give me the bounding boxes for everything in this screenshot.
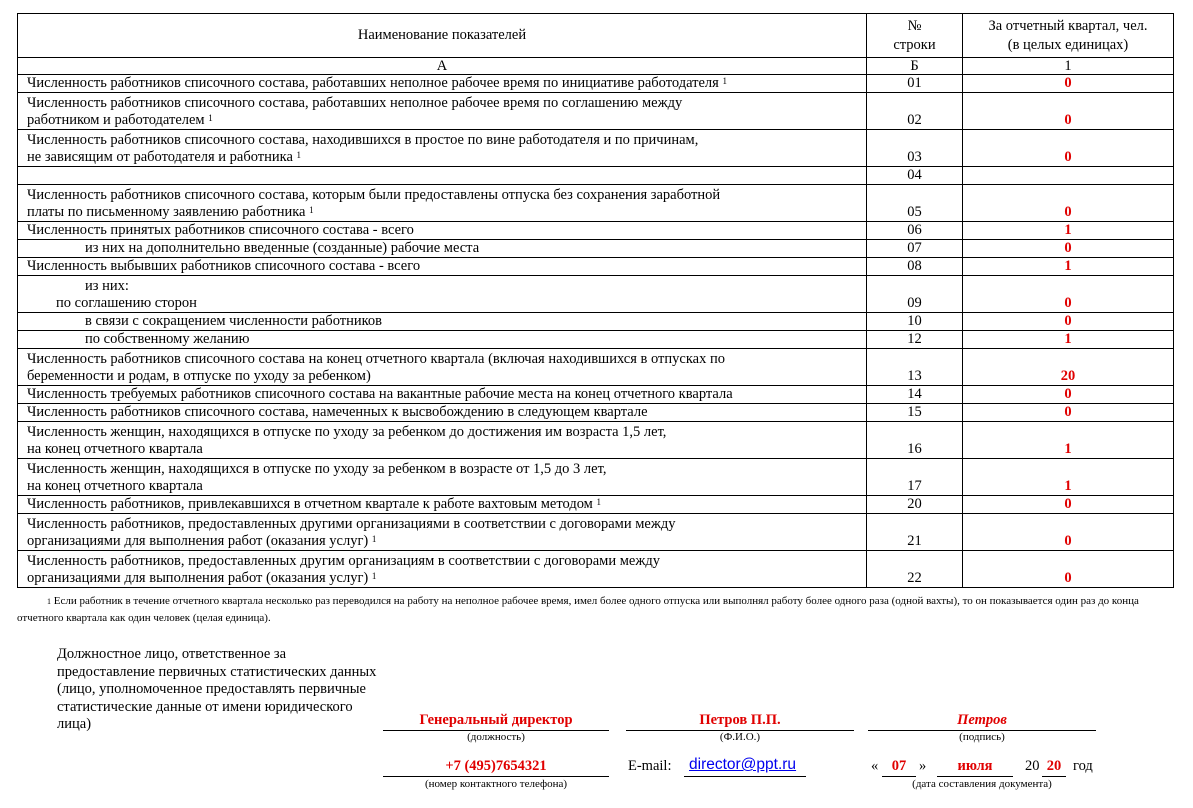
header-indicator-name: Наименование показателей [18, 14, 867, 58]
quarter-value: 0 [963, 551, 1174, 588]
header-sub-b: Б [867, 58, 963, 75]
row-number: 03 [867, 130, 963, 167]
date-year: 20 [1046, 758, 1062, 774]
row-number: 02 [867, 93, 963, 130]
footnote-ref: 1 [371, 534, 377, 544]
email-link[interactable]: director@ppt.ru [689, 756, 797, 773]
quarter-value: 1 [963, 258, 1174, 276]
date-day: 07 [891, 758, 907, 774]
quarter-value: 1 [963, 331, 1174, 349]
row-number: 17 [867, 459, 963, 496]
indicator-name: Численность работников списочного состава, работавших неполное рабочее время по инициативе работодателя $^1$ [18, 75, 867, 93]
indicator-name: в связи с сокращением численности работников [18, 313, 867, 331]
footnote-ref: 1 [296, 150, 302, 160]
row-number: 10 [867, 313, 963, 331]
phone-caption: (номер контактного телефона) [424, 778, 568, 790]
table-row [18, 276, 1174, 313]
footnote-text: Если работник в течение отчетного квартала несколько раз переводился на работу на неполное рабочее время, имел более одного отпуска или выполнял работу более одного раза (одной вахты), то он показывается один раз до конца отчетного квартала как один человек (целая единица). [17, 595, 1139, 624]
quarter-value: 1 [963, 422, 1174, 459]
row-number: 12 [867, 331, 963, 349]
table-row [18, 459, 1174, 496]
row-number: 15 [867, 404, 963, 422]
footnote-ref: 1 [309, 205, 314, 215]
row-number: 06 [867, 222, 963, 240]
quarter-value: 0 [963, 75, 1174, 93]
phone-value: +7 (495)7654321 [445, 758, 547, 774]
indicator-name: Численность работников списочного состава, намеченных к высвобождению в следующем квартале [18, 404, 867, 422]
table-row [18, 75, 1174, 93]
signature-caption: (подпись) [959, 731, 1005, 743]
quarter-value: 20 [963, 349, 1174, 386]
quarter-value: 0 [963, 496, 1174, 514]
indicator-name [18, 167, 867, 185]
date-caption: (дата составления документа) [912, 778, 1052, 790]
row-number: 13 [867, 349, 963, 386]
row-number: 08 [867, 258, 963, 276]
indicator-name: Численность работников списочного состава, находившихся в простое по вине работодателя и по причинам, не зависящим от работодателя и работника $^1$ [18, 130, 867, 167]
date-close-quote: » [919, 758, 927, 774]
table-row [18, 93, 1174, 130]
header-sub-c: 1 [963, 58, 1174, 75]
quarter-value: 0 [963, 185, 1174, 222]
footnote-ref: 1 [722, 76, 727, 86]
row-number: 04 [867, 167, 963, 185]
footnote-marker: 1 [47, 597, 51, 606]
table-row [18, 386, 1174, 404]
quarter-value: 0 [963, 386, 1174, 404]
indicator-name: Численность работников, предоставленных другими организациями в соответствии с договорами между организациями для выполнения работ (оказания услуг) $^1$ [18, 514, 867, 551]
quarter-value: 1 [963, 222, 1174, 240]
header-sub-a: А [18, 58, 867, 75]
indicator-name: Численность женщин, находящихся в отпуске по уходу за ребенком в возрасте от 1,5 до 3 лет, на конец отчетного квартала [18, 459, 867, 496]
quarter-value: 0 [963, 276, 1174, 313]
indicator-name: Численность требуемых работников списочного состава на вакантные рабочие места на конец отчетного квартала [18, 386, 867, 404]
position-value: Генеральный директор [419, 712, 573, 728]
position-caption: (должность) [467, 731, 525, 743]
table-row [18, 313, 1174, 331]
row-number: 20 [867, 496, 963, 514]
table-row [18, 404, 1174, 422]
indicator-name: Численность работников списочного состава на конец отчетного квартала (включая находившихся в отпусках по беременности и родам, в отпуске по уходу за ребенком) [18, 349, 867, 386]
official-description: Должностное лицо, ответственное за предоставление первичных статистических данных (лицо, уполномоченное предоставлять первичные статистические данные от имени юридического лица) [57, 646, 377, 732]
date-suffix: год [1073, 758, 1093, 774]
quarter-value: 0 [963, 313, 1174, 331]
table-row [18, 167, 1174, 185]
phone-line [383, 776, 609, 777]
table-row [18, 514, 1174, 551]
quarter-value: 1 [963, 459, 1174, 496]
quarter-value: 0 [963, 514, 1174, 551]
indicator-name: Численность выбывших работников списочного состава - всего [18, 258, 867, 276]
name-value: Петров П.П. [699, 712, 781, 728]
footnote-ref: 1 [371, 571, 377, 581]
quarter-value: 0 [963, 240, 1174, 258]
table-row [18, 349, 1174, 386]
email-line [684, 776, 806, 777]
row-number: 05 [867, 185, 963, 222]
indicator-name: из них: по соглашению сторон [18, 276, 867, 313]
row-number: 09 [867, 276, 963, 313]
indicator-name: Численность работников, привлекавшихся в отчетном квартале к работе вахтовым методом $^1$ [18, 496, 867, 514]
indicator-name: Численность работников списочного состава, работавших неполное рабочее время по соглашению между работником и работодателем $^1$ [18, 93, 867, 130]
row-number: 22 [867, 551, 963, 588]
table-row [18, 551, 1174, 588]
report-table [17, 13, 1174, 588]
email-label: E-mail: [628, 758, 672, 774]
footnote [17, 593, 1177, 627]
quarter-value [963, 167, 1174, 185]
row-number: 01 [867, 75, 963, 93]
table-row [18, 422, 1174, 459]
header-row-number: № строки [867, 14, 963, 58]
footnote-ref: 1 [208, 113, 213, 123]
date-open-quote: « [871, 758, 879, 774]
quarter-value: 0 [963, 130, 1174, 167]
quarter-value: 0 [963, 93, 1174, 130]
table-row [18, 222, 1174, 240]
indicator-name: по собственному желанию [18, 331, 867, 349]
row-number: 14 [867, 386, 963, 404]
indicator-name: Численность работников, предоставленных другим организациям в соответствии с договорами между организациями для выполнения работ (оказания услуг) $^1$ [18, 551, 867, 588]
signature-value: Петров [957, 712, 1007, 728]
name-caption: (Ф.И.О.) [719, 731, 761, 743]
table-row [18, 130, 1174, 167]
indicator-name: Численность женщин, находящихся в отпуске по уходу за ребенком до достижения им возраста 1,5 лет, на конец отчетного квартала [18, 422, 867, 459]
row-number: 07 [867, 240, 963, 258]
table-row [18, 331, 1174, 349]
date-year-line [1042, 776, 1066, 777]
table-row [18, 240, 1174, 258]
date-month: июля [957, 758, 993, 774]
header-quarter-value: За отчетный квартал, чел. (в целых единицах) [963, 14, 1174, 58]
footnote-ref: 1 [596, 497, 601, 507]
table-row [18, 496, 1174, 514]
indicator-name: Численность работников списочного состава, которым были предоставлены отпуска без сохранения заработной платы по письменному заявлению работника $^1$ [18, 185, 867, 222]
indicator-name: Численность принятых работников списочного состава - всего [18, 222, 867, 240]
table-row [18, 185, 1174, 222]
date-day-line [882, 776, 916, 777]
date-century: 20 [1025, 758, 1040, 774]
date-month-line [937, 776, 1013, 777]
quarter-value: 0 [963, 404, 1174, 422]
table-row [18, 258, 1174, 276]
row-number: 21 [867, 514, 963, 551]
row-number: 16 [867, 422, 963, 459]
indicator-name: из них на дополнительно введенные (созданные) рабочие места [18, 240, 867, 258]
